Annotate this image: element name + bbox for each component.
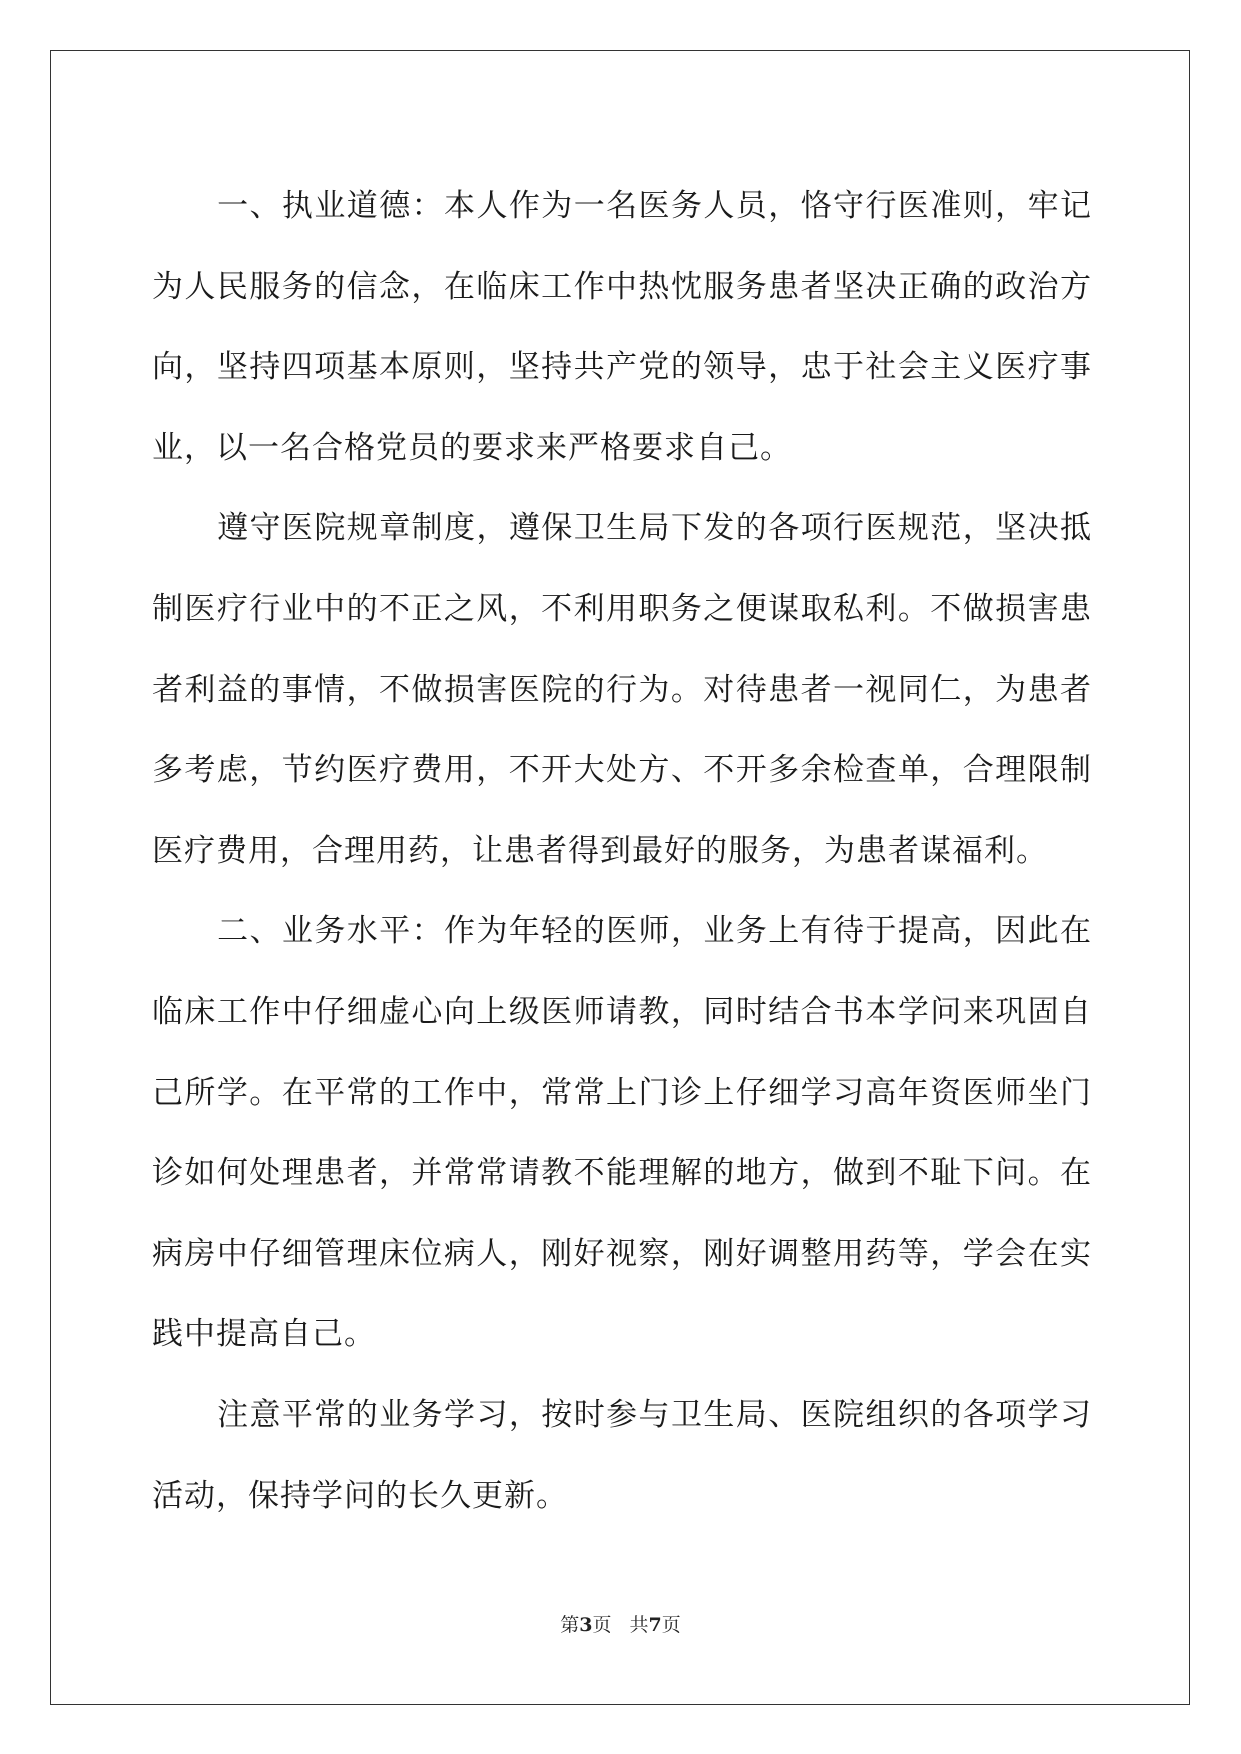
paragraph-continuous-learning: 注意平常的业务学习，按时参与卫生局、医院组织的各项学习活动，保持学问的长久更新。 [152, 1396, 1092, 1514]
total-pages-number: 7 [648, 1614, 662, 1636]
document-body [152, 166, 1092, 1536]
page-footer [0, 1610, 1241, 1637]
current-page-number: 3 [579, 1614, 593, 1636]
paragraph-professional-ethics: 一、执业道德：本人作为一名医务人员，恪守行医准则，牢记为人民服务的信念，在临床工作中热忱服务患者坚决正确的政治方向，坚持四项基本原则，坚持共产党的领导，忠于社会主义医疗事业，以一名合格党员的要求来严格要求自己。 [152, 188, 1092, 466]
page-suffix: 页 [592, 1614, 612, 1636]
page-prefix: 第 [560, 1614, 580, 1636]
total-prefix: 共 [629, 1614, 649, 1636]
paragraph-professional-level: 二、业务水平：作为年轻的医师，业务上有待于提高，因此在临床工作中仔细虚心向上级医师请教，同时结合书本学问来巩固自己所学。在平常的工作中，常常上门诊上仔细学习高年资医师坐门诊如何处理患者，并常常请教不能理解的地方，做到不耻下问。在病房中仔细管理床位病人，刚好视察，刚好调整用药等，学会在实践中提高自己。 [152, 913, 1092, 1353]
paragraph-hospital-rules: 遵守医院规章制度，遵保卫生局下发的各项行医规范，坚决抵制医疗行业中的不正之风，不利用职务之便谋取私利。不做损害患者利益的事情，不做损害医院的行为。对待患者一视同仁，为患者多考虑，节约医疗费用，不开大处方、不开多余检查单，合理限制医疗费用，合理用药，让患者得到最好的服务，为患者谋福利。 [152, 510, 1092, 869]
total-suffix: 页 [661, 1614, 681, 1636]
